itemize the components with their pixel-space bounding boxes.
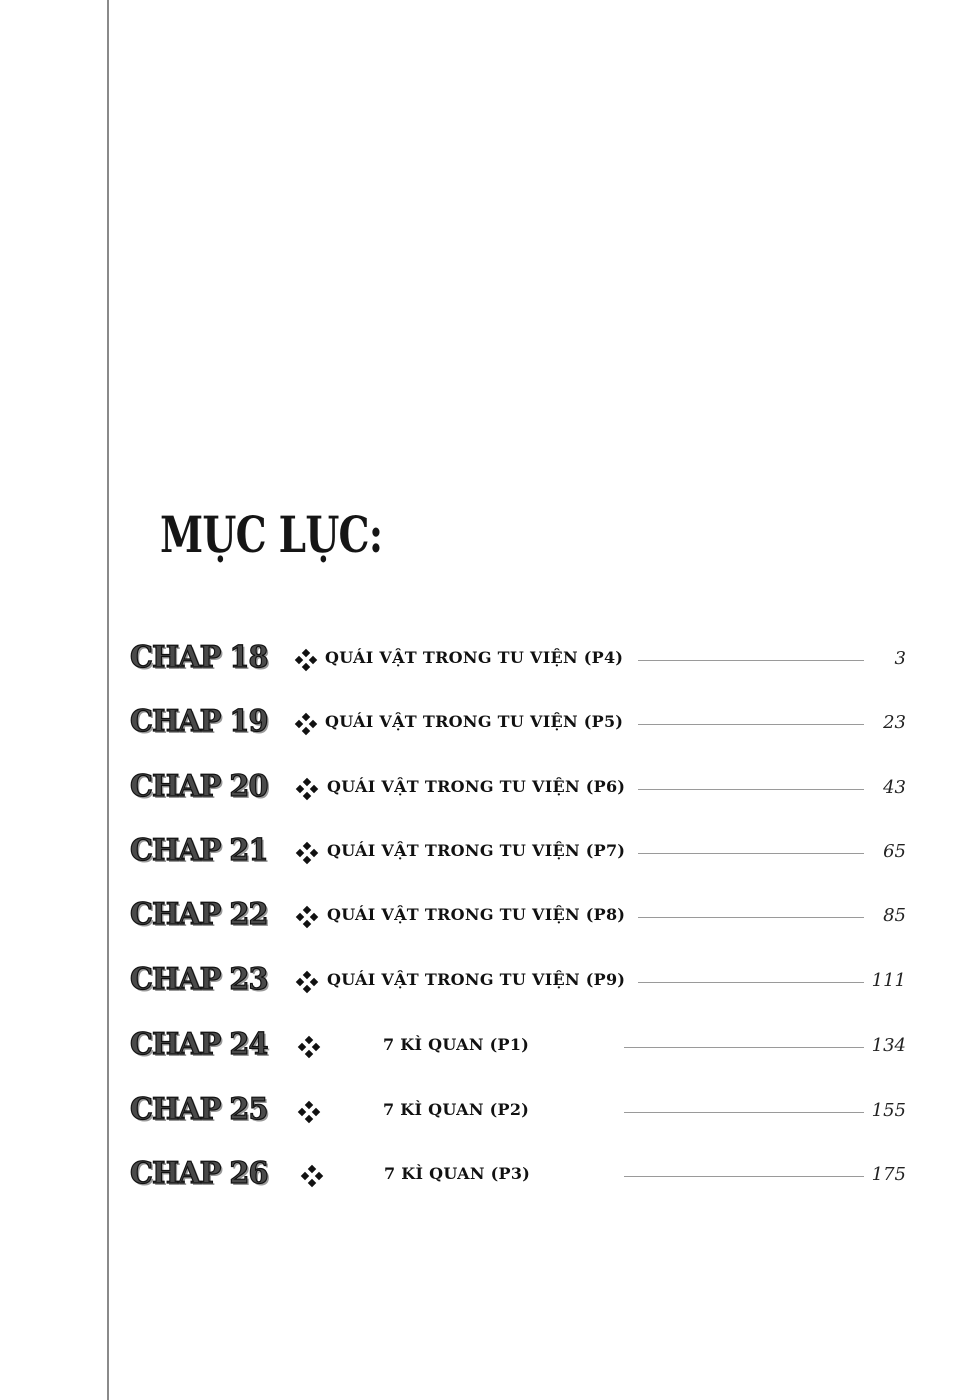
diamond-ornament-icon bbox=[296, 650, 316, 670]
chapter-label: CHAP 22 bbox=[130, 897, 268, 932]
chapter-title: QUÁI VẬT TRONG TU VIỆN (P6) bbox=[327, 777, 626, 796]
page-number: 3 bbox=[894, 648, 906, 669]
toc-entry[interactable] bbox=[0, 704, 976, 744]
toc-heading: MỤC LỤC: bbox=[160, 505, 383, 564]
leader-line bbox=[624, 1176, 864, 1177]
page-number: 175 bbox=[871, 1164, 906, 1185]
toc-entry[interactable] bbox=[0, 833, 976, 873]
chapter-title: 7 KÌ QUAN (P1) bbox=[383, 1035, 530, 1054]
page-number: 85 bbox=[883, 905, 906, 926]
leader-line bbox=[624, 1047, 864, 1048]
leader-line bbox=[638, 724, 864, 725]
diamond-ornament-icon bbox=[299, 1102, 319, 1122]
diamond-ornament-icon bbox=[297, 779, 317, 799]
chapter-title: 7 KÌ QUAN (P2) bbox=[383, 1100, 530, 1119]
toc-entry[interactable] bbox=[0, 897, 976, 937]
chapter-label: CHAP 19 bbox=[130, 704, 268, 739]
page-number: 134 bbox=[871, 1035, 906, 1056]
chapter-title: QUÁI VẬT TRONG TU VIỆN (P9) bbox=[327, 970, 626, 989]
leader-line bbox=[638, 789, 864, 790]
toc-entry[interactable] bbox=[0, 1156, 976, 1196]
page-number: 23 bbox=[883, 712, 906, 733]
leader-line bbox=[638, 982, 864, 983]
toc-entry[interactable] bbox=[0, 640, 976, 680]
diamond-ornament-icon bbox=[297, 843, 317, 863]
chapter-title: QUÁI VẬT TRONG TU VIỆN (P4) bbox=[325, 648, 624, 667]
leader-line bbox=[624, 1112, 864, 1113]
diamond-ornament-icon bbox=[302, 1166, 322, 1186]
leader-line bbox=[638, 917, 864, 918]
page-number: 155 bbox=[871, 1100, 906, 1121]
chapter-label: CHAP 20 bbox=[130, 769, 268, 804]
chapter-title: QUÁI VẬT TRONG TU VIỆN (P8) bbox=[327, 905, 626, 924]
chapter-title: 7 KÌ QUAN (P3) bbox=[384, 1164, 531, 1183]
chapter-label: CHAP 23 bbox=[130, 962, 268, 997]
chapter-label: CHAP 24 bbox=[130, 1027, 268, 1062]
leader-line bbox=[638, 660, 864, 661]
chapter-label: CHAP 26 bbox=[130, 1156, 268, 1191]
page-number: 43 bbox=[883, 777, 906, 798]
diamond-ornament-icon bbox=[299, 1037, 319, 1057]
chapter-label: CHAP 18 bbox=[130, 640, 268, 675]
toc-entry[interactable] bbox=[0, 1027, 976, 1067]
page-number: 65 bbox=[883, 841, 906, 862]
toc-entry[interactable] bbox=[0, 962, 976, 1002]
toc-entry[interactable] bbox=[0, 1092, 976, 1132]
diamond-ornament-icon bbox=[297, 907, 317, 927]
leader-line bbox=[638, 853, 864, 854]
chapter-label: CHAP 21 bbox=[130, 833, 268, 868]
diamond-ornament-icon bbox=[297, 972, 317, 992]
diamond-ornament-icon bbox=[296, 714, 316, 734]
chapter-title: QUÁI VẬT TRONG TU VIỆN (P5) bbox=[325, 712, 624, 731]
chapter-title: QUÁI VẬT TRONG TU VIỆN (P7) bbox=[327, 841, 626, 860]
toc-entry[interactable] bbox=[0, 769, 976, 809]
chapter-label: CHAP 25 bbox=[130, 1092, 268, 1127]
page-number: 111 bbox=[871, 970, 906, 991]
